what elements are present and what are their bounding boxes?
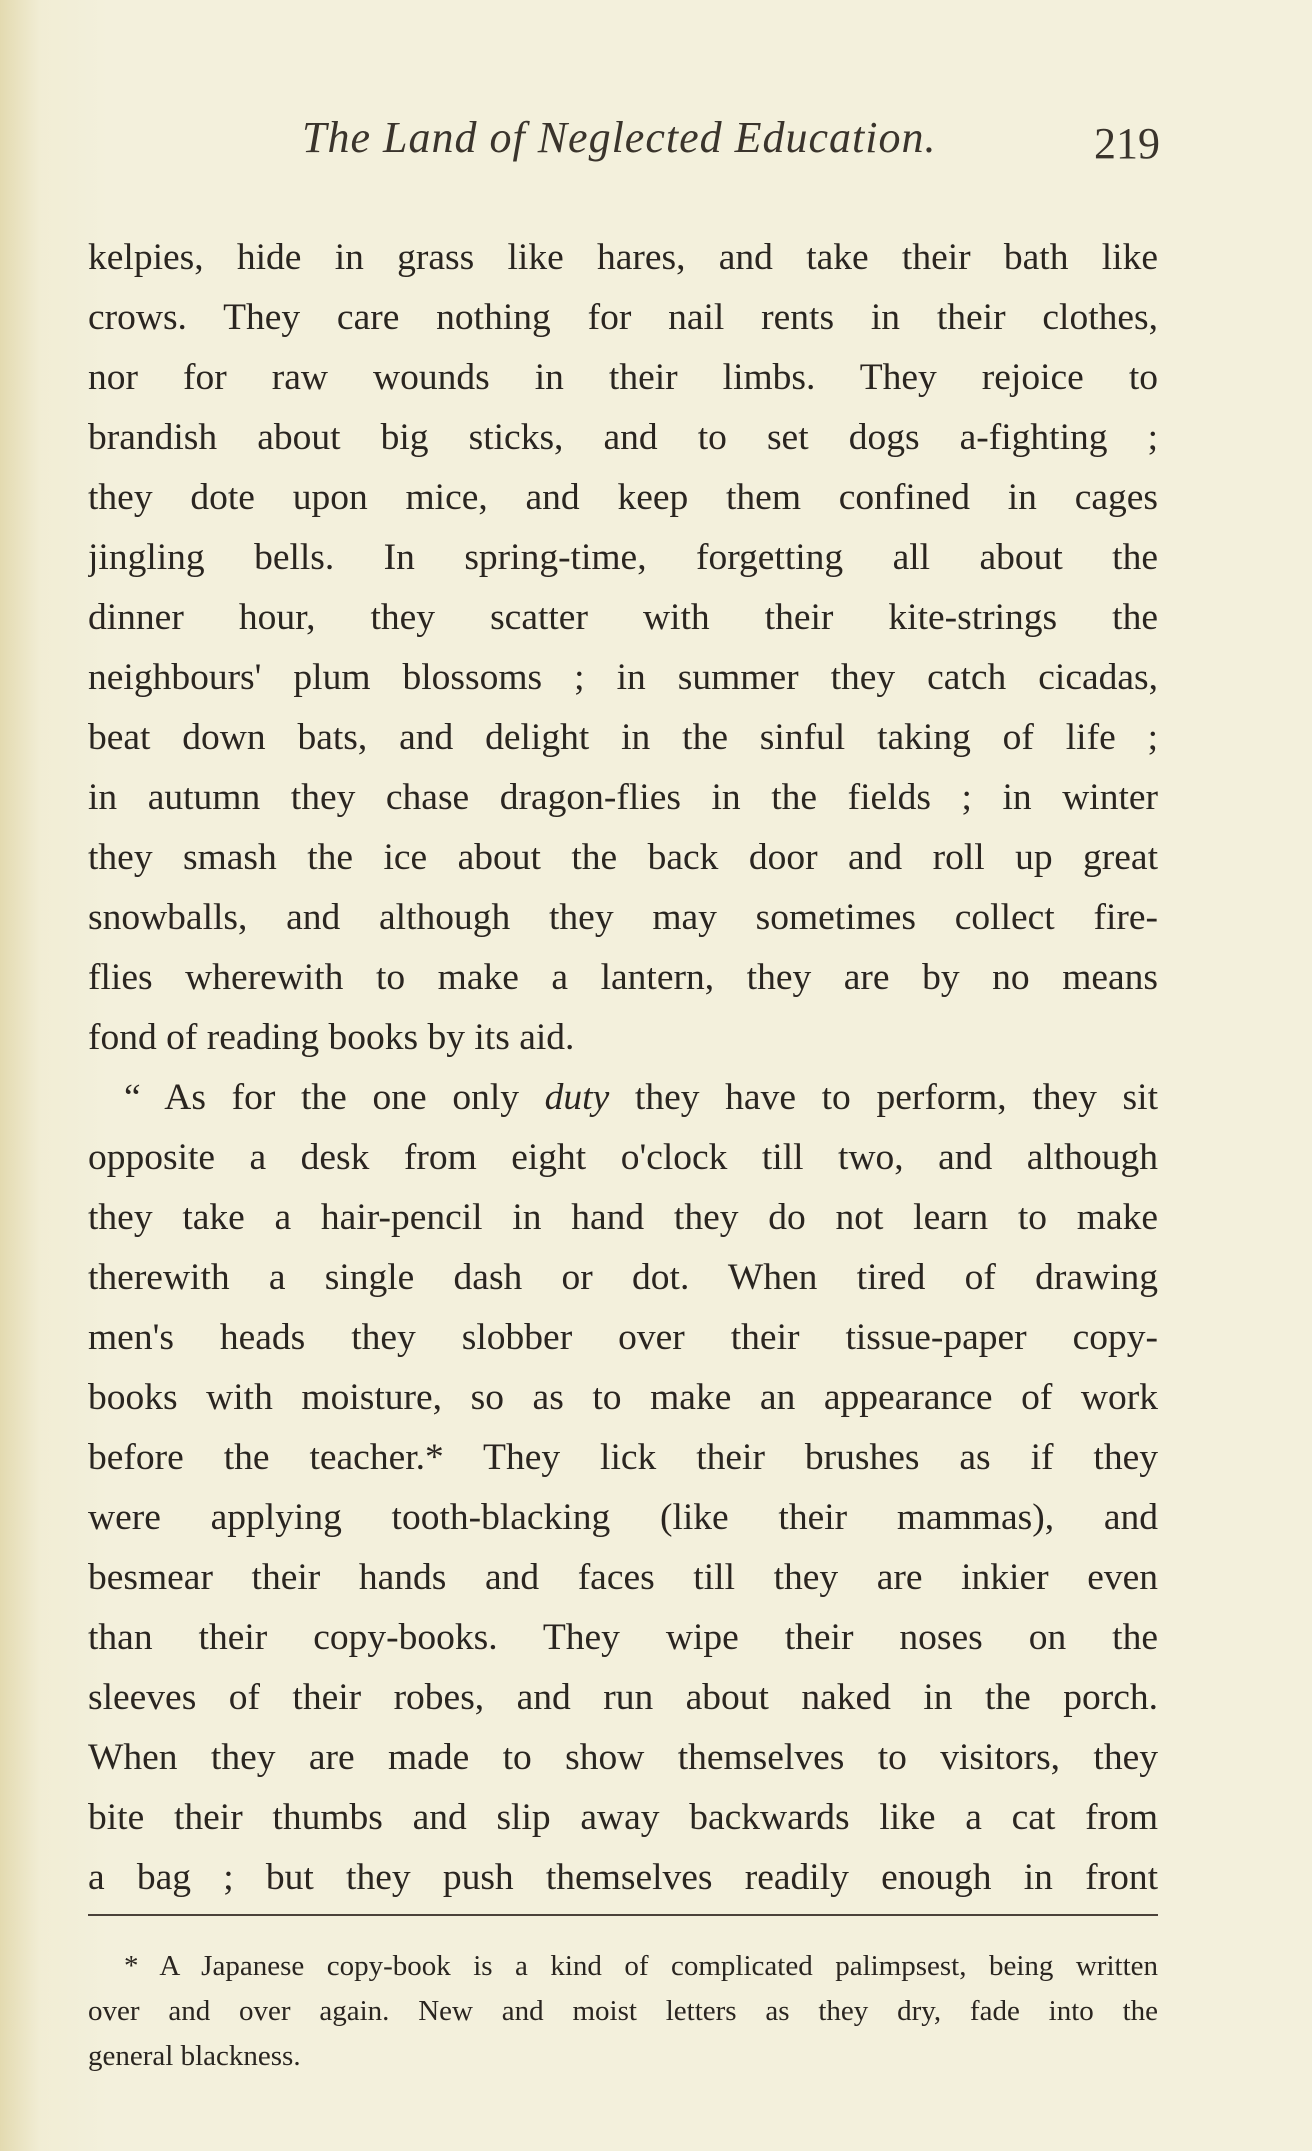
text-line: in autumn they chase dragon-flies in the fields ; in winter: [88, 777, 1158, 818]
footnote: [88, 1944, 1158, 2079]
text-line: they dote upon mice, and keep them confined in cages: [88, 477, 1158, 518]
text-line: neighbours' plum blossoms ; in summer they catch cicadas,: [88, 657, 1158, 698]
text-line: a bag ; but they push themselves readily enough in front: [88, 1857, 1158, 1898]
emphasized-word: duty: [544, 1077, 610, 1118]
text-line: men's heads they slobber over their tissue-paper copy-: [88, 1317, 1158, 1358]
text-line: snowballs, and although they may sometimes collect fire-: [88, 897, 1158, 938]
footnote-line: over and over again. New and moist letters as they dry, fade into the: [88, 1995, 1158, 2027]
text-line: were applying tooth-blacking (like their mammas), and: [88, 1497, 1158, 1538]
text-line: they smash the ice about the back door and roll up great: [88, 837, 1158, 878]
text-line: flies wherewith to make a lantern, they are by no means: [88, 957, 1158, 998]
footnote-line: general blackness.: [88, 2040, 301, 2072]
text-line: opposite a desk from eight o'clock till two, and although: [88, 1137, 1158, 1178]
footnote-line: * A Japanese copy-book is a kind of complicated palimpsest, being written: [124, 1950, 1158, 1982]
text-line: before the teacher.* They lick their brushes as if they: [88, 1437, 1158, 1478]
footnote-divider: [88, 1914, 1158, 1916]
text-line-paragraph-start: “ As for the one only duty they have to perform, they sit: [124, 1077, 1158, 1118]
text-line: besmear their hands and faces till they are inkier even: [88, 1557, 1158, 1598]
text-line: sleeves of their robes, and run about naked in the porch.: [88, 1677, 1158, 1718]
text-line: When they are made to show themselves to visitors, they: [88, 1737, 1158, 1778]
page-number: 219: [1094, 119, 1160, 168]
text-line: than their copy-books. They wipe their noses on the: [88, 1617, 1158, 1658]
text-line: beat down bats, and delight in the sinful taking of life ;: [88, 717, 1158, 758]
text-line: books with moisture, so as to make an appearance of work: [88, 1377, 1158, 1418]
page-header: [88, 112, 1160, 172]
text-line: they take a hair-pencil in hand they do not learn to make: [88, 1197, 1158, 1238]
text-line: brandish about big sticks, and to set dogs a-fighting ;: [88, 417, 1158, 458]
text-line: kelpies, hide in grass like hares, and take their bath like: [88, 237, 1158, 278]
text-line: bite their thumbs and slip away backwards like a cat from: [88, 1797, 1158, 1838]
text-line: crows. They care nothing for nail rents in their clothes,: [88, 297, 1158, 338]
running-title: The Land of Neglected Education.: [302, 113, 937, 162]
text-line: therewith a single dash or dot. When tired of drawing: [88, 1257, 1158, 1298]
text-line: dinner hour, they scatter with their kite-strings the: [88, 597, 1158, 638]
body-text: [88, 228, 1158, 1908]
text-line: jingling bells. In spring-time, forgetting all about the: [88, 537, 1158, 578]
text-line-paragraph-end: fond of reading books by its aid.: [88, 1017, 575, 1058]
text-line: nor for raw wounds in their limbs. They rejoice to: [88, 357, 1158, 398]
